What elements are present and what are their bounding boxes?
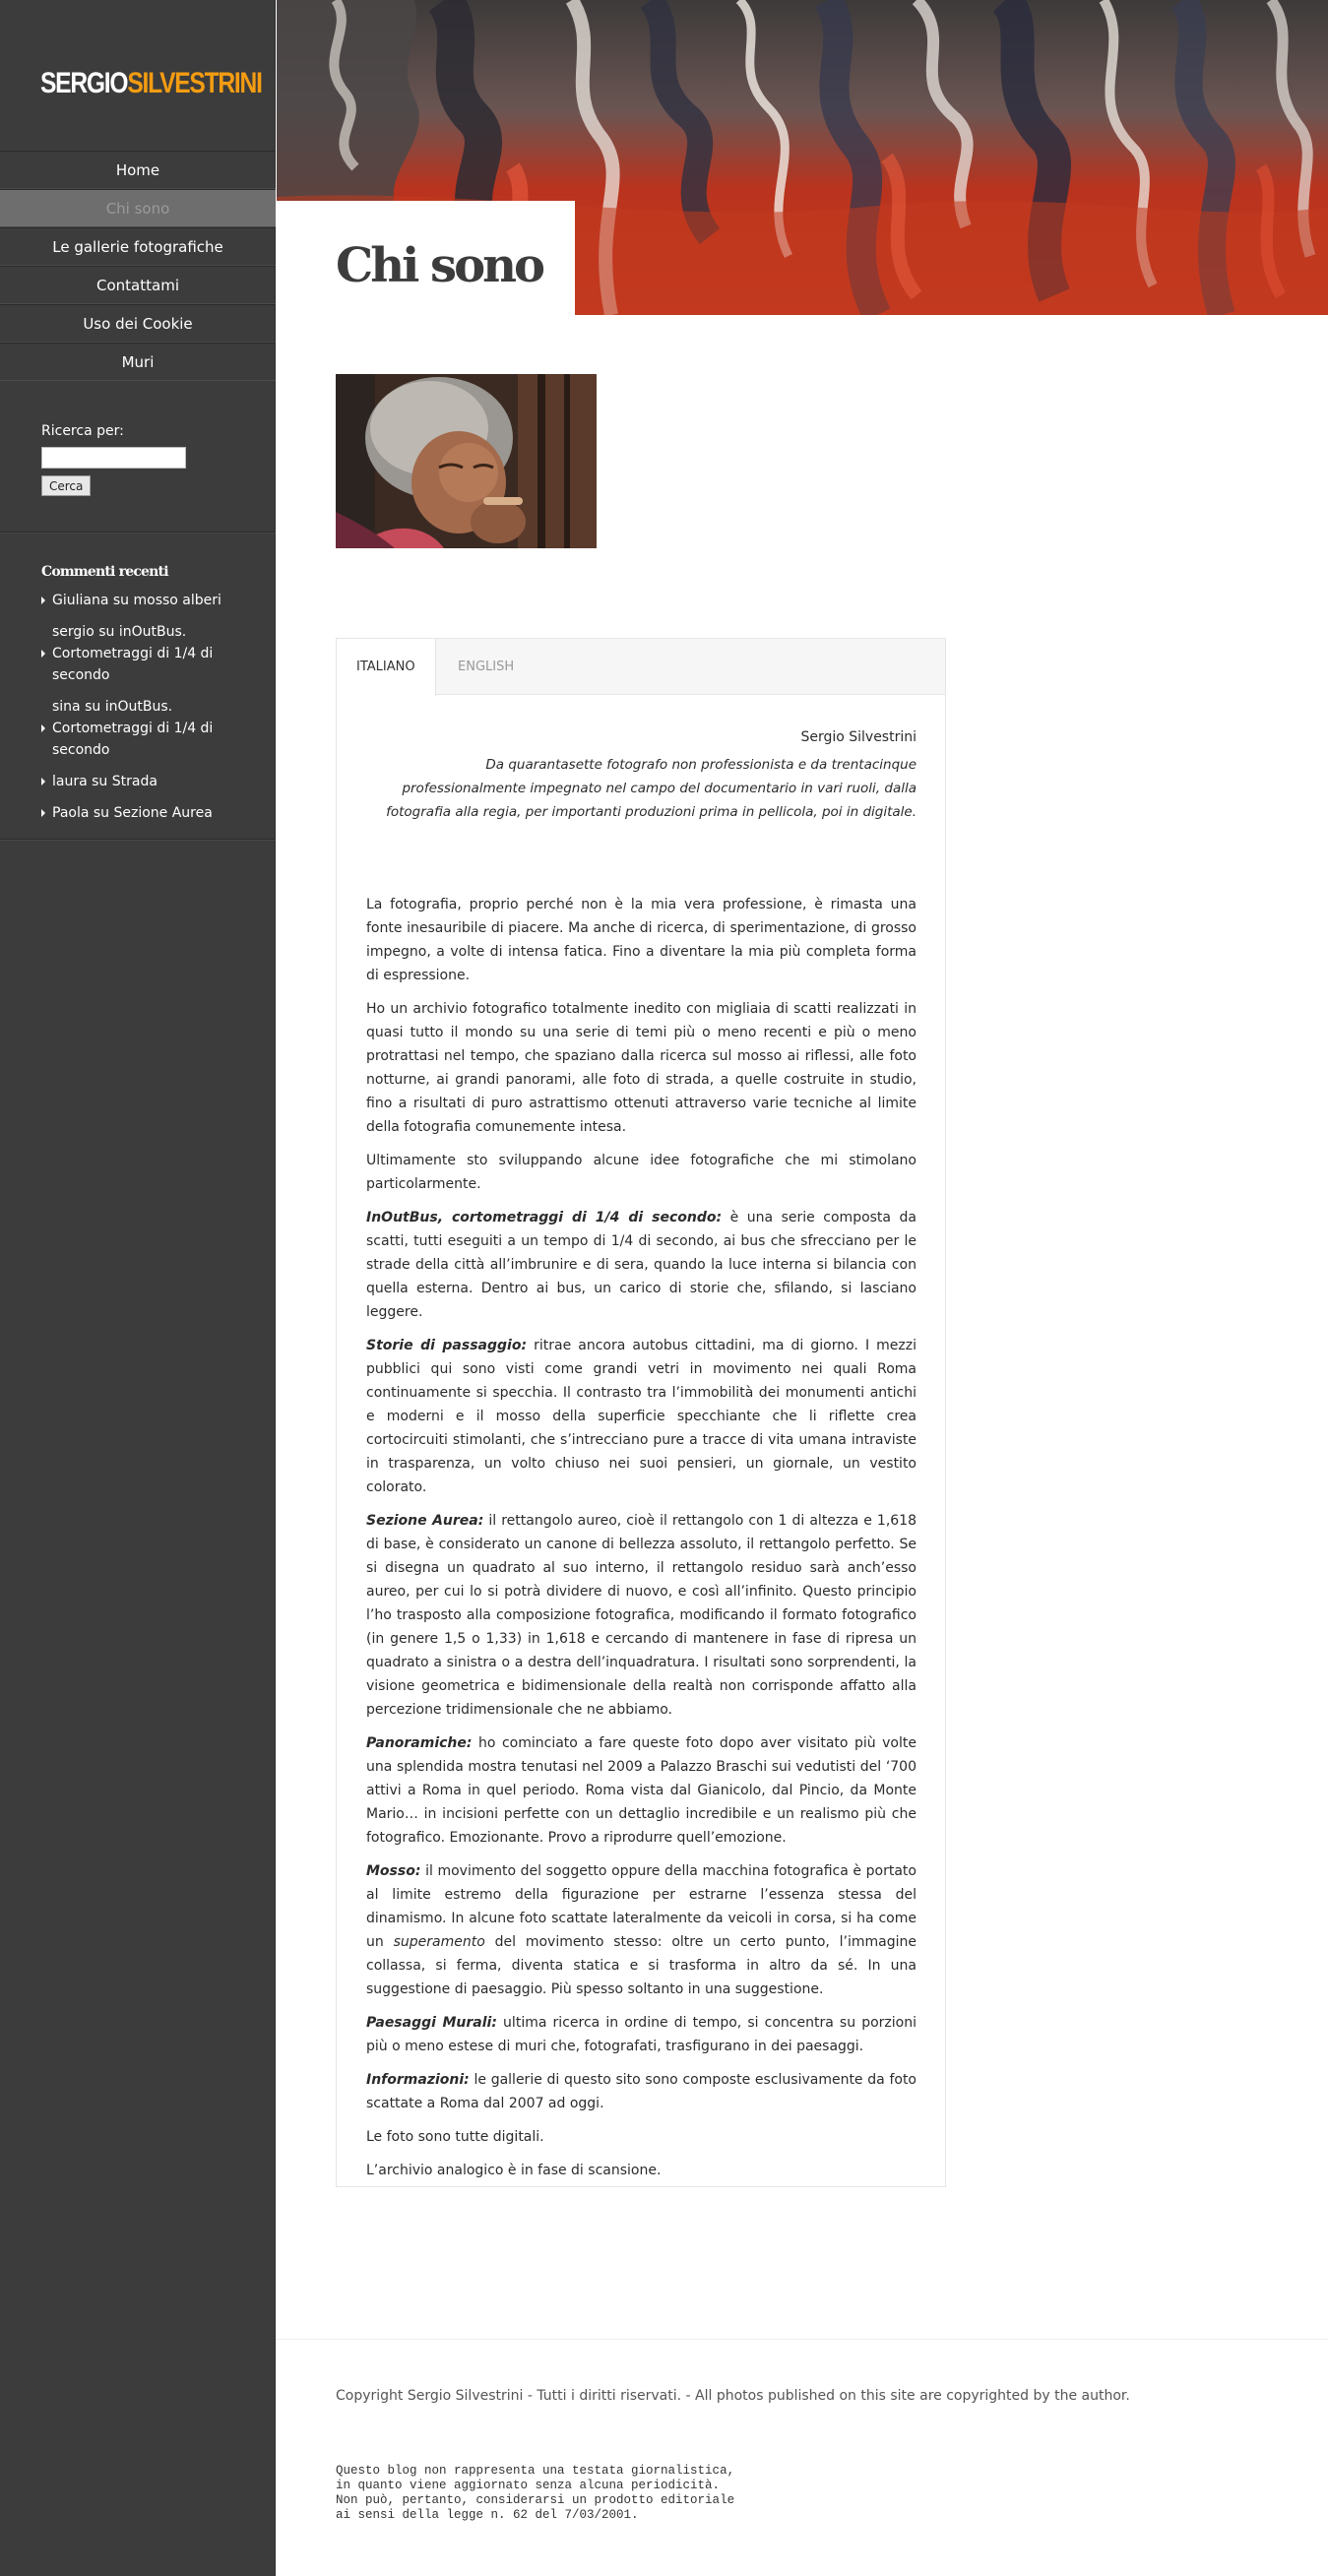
storie-text: ritrae ancora autobus cittadini, ma di giorno. I mezzi pubblici qui sono visti come grandi vetri in movimento nei quali Roma continuamente si specchia. Il contrasto tra l’immobilità dei monumenti antichi e moderni e il mosso della superficie specchiante che li riflette crea cortocircuiti stimolanti, che s’intrecciano pure a tracce di vita umana intraviste in trasparenza, un volto chiuso nei suoi pensieri, un giornale, un vestito colorato.: [366, 1338, 917, 1495]
page-title: Chi sono: [336, 238, 542, 293]
footer-disclaimer: Questo blog non rappresenta una testata giornalistica, in quanto viene aggiornato senza alcuna periodicità. Non può, pertanto, considerarsi un prodotto editoriale ai sensi della legge n. 62 del 7/03/2001.: [336, 2464, 735, 2522]
menu-item-muri[interactable]: Muri: [0, 343, 276, 381]
recent-comment-text: laura su Strada: [52, 774, 158, 789]
panoramiche-label: Panoramiche:: [366, 1735, 473, 1751]
murali-label: Paesaggi Murali:: [366, 2015, 497, 2031]
search-input[interactable]: [41, 447, 186, 469]
body-text: [366, 893, 917, 2182]
paragraph: Ultimamente sto sviluppando alcune idee fotografiche che mi stimolano particolarmente.: [366, 1153, 917, 1192]
mosso-text-a: il movimento del soggetto oppure della macchina fotografica è portato al limite estremo della figurazione per estrarne l’essenza stessa del dinamismo. In alcune foto scattate lateralmente da veicoli in corsa, si ha come un: [366, 1863, 917, 1950]
portrait-photo: [336, 374, 597, 548]
sidebar-divider: [0, 839, 276, 840]
recent-comment-text: sergio su inOutBus. Cortometraggi di 1/4 di secondo: [52, 624, 214, 683]
storie-label: Storie di passaggio:: [366, 1338, 528, 1353]
menu-item-home[interactable]: Home: [0, 151, 276, 189]
caret-right-icon: [41, 650, 45, 658]
menu-item-contattami[interactable]: Contattami: [0, 266, 276, 304]
mosso-label: Mosso:: [366, 1863, 421, 1879]
info-text: le gallerie di questo sito sono composte esclusivamente da foto scattate a Roma dal 2007 ad oggi.: [366, 2072, 917, 2111]
paragraph-storie: [366, 1334, 917, 1499]
paragraph-inoutbus: [366, 1206, 917, 1324]
recent-comment-text: Giuliana su mosso alberi: [52, 593, 221, 608]
page-title-box: [277, 201, 575, 315]
content-panel: [336, 638, 946, 2187]
menu-item-chi-sono[interactable]: Chi sono: [0, 189, 276, 227]
footer-copyright: Copyright Sergio Silvestrini - Tutti i diritti riservati. - All photos published on this site are copyrighted by the author.: [336, 2388, 1130, 2404]
search-form: [41, 423, 186, 496]
mosso-text-b: del movimento stesso: oltre un certo punto, l’immagine collassa, si ferma, diventa statica e si trasforma in altro da sé. In una suggestione di paesaggio. Più spesso soltanto in una suggestione.: [366, 1934, 917, 1997]
tab-italiano[interactable]: ITALIANO: [337, 639, 436, 696]
caret-right-icon: [41, 778, 45, 785]
menu-item-cookie[interactable]: Uso dei Cookie: [0, 304, 276, 343]
author-name: Sergio Silvestrini: [800, 729, 917, 745]
caret-right-icon: [41, 597, 45, 604]
recent-comments-title: Commenti recenti: [41, 564, 168, 580]
author-portrait: [336, 374, 597, 548]
recent-comment[interactable]: [41, 771, 228, 792]
tab-english[interactable]: ENGLISH: [458, 660, 515, 674]
search-label: Ricerca per:: [41, 423, 124, 439]
recent-comment[interactable]: [41, 621, 228, 686]
recent-comment[interactable]: [41, 696, 228, 761]
sidebar: [0, 0, 276, 2576]
about-content: [366, 725, 917, 2192]
paragraph: Ho un archivio fotografico totalmente inedito con migliaia di scatti realizzati in quasi tutto il mondo su una serie di temi più o meno recenti e più o meno protrattasi nel tempo, che spaziano dalla ricerca sul mosso ai riflessi, alle foto notturne, ai grandi panorami, alle foto di strada, a quelle costruite in studio, fino a risultati di puro astrattismo ottenuti attraverso varie tecniche al limite della fotografia comunemente intesa.: [366, 1001, 917, 1135]
menu-item-gallerie[interactable]: Le gallerie fotografiche: [0, 227, 276, 266]
paragraph: L’archivio analogico è in fase di scansione.: [366, 2163, 662, 2178]
main-menu: [0, 151, 276, 381]
sidebar-divider: [0, 532, 276, 533]
paragraph-aurea: [366, 1509, 917, 1722]
paragraph: La fotografia, proprio perché non è la mia vera professione, è rimasta una fonte inesauribile di piacere. Ma anche di ricerca, di sperimentazione, di grosso impegno, a volte di intensa fatica. Fino a diventare la mia più completa forma di espressione.: [366, 897, 917, 983]
info-label: Informazioni:: [366, 2072, 470, 2088]
language-tabs: [337, 639, 945, 695]
caret-right-icon: [41, 724, 45, 732]
site-logo[interactable]: [40, 67, 262, 100]
panoramiche-text: ho cominciato a fare queste foto dopo aver visitato più volte una splendida mostra tenutasi nel 2009 a Palazzo Braschi sui vedutisti del ‘700 attivi a Roma in quel periodo. Roma vista dal Gianicolo, dal Pincio, da Monte Mario… in incisioni perfette con un dettaglio incredibile e un realismo più che fotografico. Emozionante. Provo a riprodurre quell’emozione.: [366, 1735, 917, 1846]
author-intro: Da quarantasette fotografo non professionista e da trentacinque professionalmente impegnato nel campo del documentario in vari ruoli, dalla fotografia alla regia, per importanti produzioni prima in pellicola, poi in digitale.: [386, 757, 917, 820]
aurea-label: Sezione Aurea:: [366, 1513, 484, 1529]
murali-text: ultima ricerca in ordine di tempo, si concentra su porzioni più o meno estese di muri che, fotografati, trasfigurano in dei paesaggi.: [366, 2015, 917, 2054]
aurea-text: il rettangolo aureo, cioè il rettangolo con 1 di altezza e 1,618 di base, è considerato un canone di bellezza assoluto, il rettangolo perfetto. Se si disegna un quadrato al suo interno, il rettangolo residuo sarà anch’esso aureo, per cui lo si potrà dividere di nuovo, e così all’infinito. Questo principio l’ho trasposto alla composizione fotografica, modificando il formato fotografico (in genere 1,5 o 1,33) in 1,618 e cercando di mantenere in fase di ripresa un quadrato a sinistra o a destra dell’inquadratura. I risultati sono sorprendenti, la visione geometrica e bidimensionale della realtà non corrisponde affatto alla percezione tridimensionale che ne abbiamo.: [366, 1513, 917, 1718]
logo-second: SILVESTRINI: [127, 67, 262, 99]
footer-divider: [277, 2339, 1328, 2340]
paragraph-mosso: [366, 1859, 917, 2001]
recent-comment[interactable]: [41, 590, 228, 611]
search-button[interactable]: Cerca: [41, 475, 91, 496]
recent-comments: [41, 564, 228, 834]
logo-first: SERGIO: [40, 67, 128, 99]
recent-comment-text: Paola su Sezione Aurea: [52, 805, 213, 821]
paragraph-murali: [366, 2011, 917, 2058]
mosso-emphasis: superamento: [393, 1934, 485, 1950]
paragraph-informazioni: [366, 2068, 917, 2115]
recent-comment-text: sina su inOutBus. Cortometraggi di 1/4 di secondo: [52, 699, 214, 758]
paragraph-panoramiche: [366, 1731, 917, 1850]
paragraph: Le foto sono tutte digitali.: [366, 2129, 544, 2145]
inoutbus-text: è una serie composta da scatti, tutti eseguiti a un tempo di 1/4 di secondo, ai bus che sfrecciano per le strade della città all’imbrunire e di sera, quando la luce interna si bilancia con quella esterna. Dentro ai bus, un carico di storie che, sfilando, si lasciano leggere.: [366, 1210, 917, 1320]
inoutbus-label: InOutBus, cortometraggi di 1/4 di secondo:: [366, 1210, 723, 1225]
recent-comment[interactable]: [41, 802, 228, 824]
caret-right-icon: [41, 809, 45, 817]
